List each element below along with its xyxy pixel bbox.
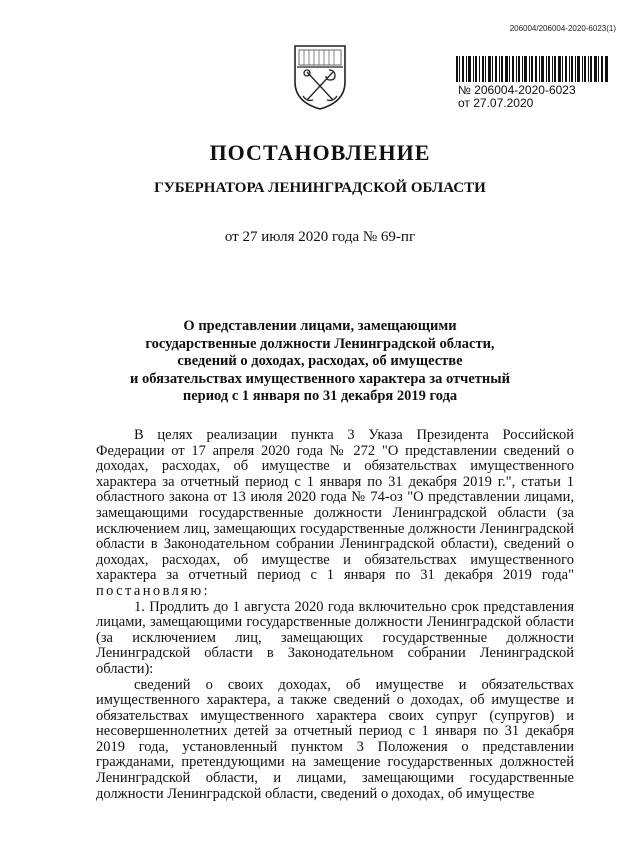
- decree-date-number: от 27 июля 2020 года № 69-пг: [224, 229, 416, 245]
- preamble-text: В целях реализации пункта 3 Указа Президента Российской Федерации от 17 апреля 2020 года № 272 "О представлении сведений о доходах, расходах, об имуществе и обязательствах имущественного характера за отчетный период с 1 января по 31 декабря 2019 г.", статьи 1 областного закона от 13 июля 2020 года № 74-оз "О представлении лицами, замещающими государственные должности Ленинградской области (за исключением лиц, замещающих государственные должности Ленинградской области в Законодательном собрании Ленинградской области), сведений о доходах, расходах, об имуществе и обязательствах имущественного характера за отчетный период с 1 января по 31 декабря 2019 года": [96, 427, 574, 584]
- decree-heading: [110, 318, 530, 406]
- heading-line: и обязательствах имущественного характера за отчетный: [130, 370, 510, 387]
- document-subtitle: ГУБЕРНАТОРА ЛЕНИНГРАДСКОЙ ОБЛАСТИ: [154, 180, 486, 196]
- clause-1-continuation: сведений о своих доходах, об имуществе и обязательствах имущественного характера, а также сведений о доходах, об имуществе и обязательствах имущественного характера своих супруг (супругов) и несовершеннолетних детей за отчетный период с 1 января по 31 декабря 2019 года, установленный пунктом 3 Положения о представлении гражданами, претендующими на замещение государственных должностей Ленинградской области, и лицами, замещающими государственные должности Ленинградской области, сведений о доходах, об имуществе: [96, 676, 574, 802]
- preamble-paragraph: [96, 428, 574, 600]
- document-title: ПОСТАНОВЛЕНИЕ: [209, 140, 431, 165]
- clause-1-paragraph: 1. Продлить до 1 августа 2020 года включительно срок представления лицами, замещающими государственные должности Ленинградской области (за исключением лиц, замещающих государственные должности Ленинградской области в Законодательном собрании Ленинградской области):: [96, 598, 574, 677]
- barcode: [456, 56, 608, 82]
- registration-number: № 206004-2020-6023: [458, 83, 576, 97]
- heading-line: государственные должности Ленинградской области,: [145, 335, 495, 352]
- heading-line: О представлении лицами, замещающими: [183, 318, 457, 334]
- heading-line: период с 1 января по 31 декабря 2019 года: [182, 388, 458, 405]
- document-id: 206004/206004-2020-6023(1): [509, 24, 616, 33]
- heading-line: сведений о доходах, расходах, об имуществе: [177, 353, 463, 370]
- coat-of-arms-emblem: [291, 42, 349, 112]
- decree-body: [96, 428, 574, 802]
- registration-date: от 27.07.2020: [458, 96, 534, 110]
- registration-block: [458, 84, 576, 110]
- decree-verb: постановляю:: [96, 582, 210, 599]
